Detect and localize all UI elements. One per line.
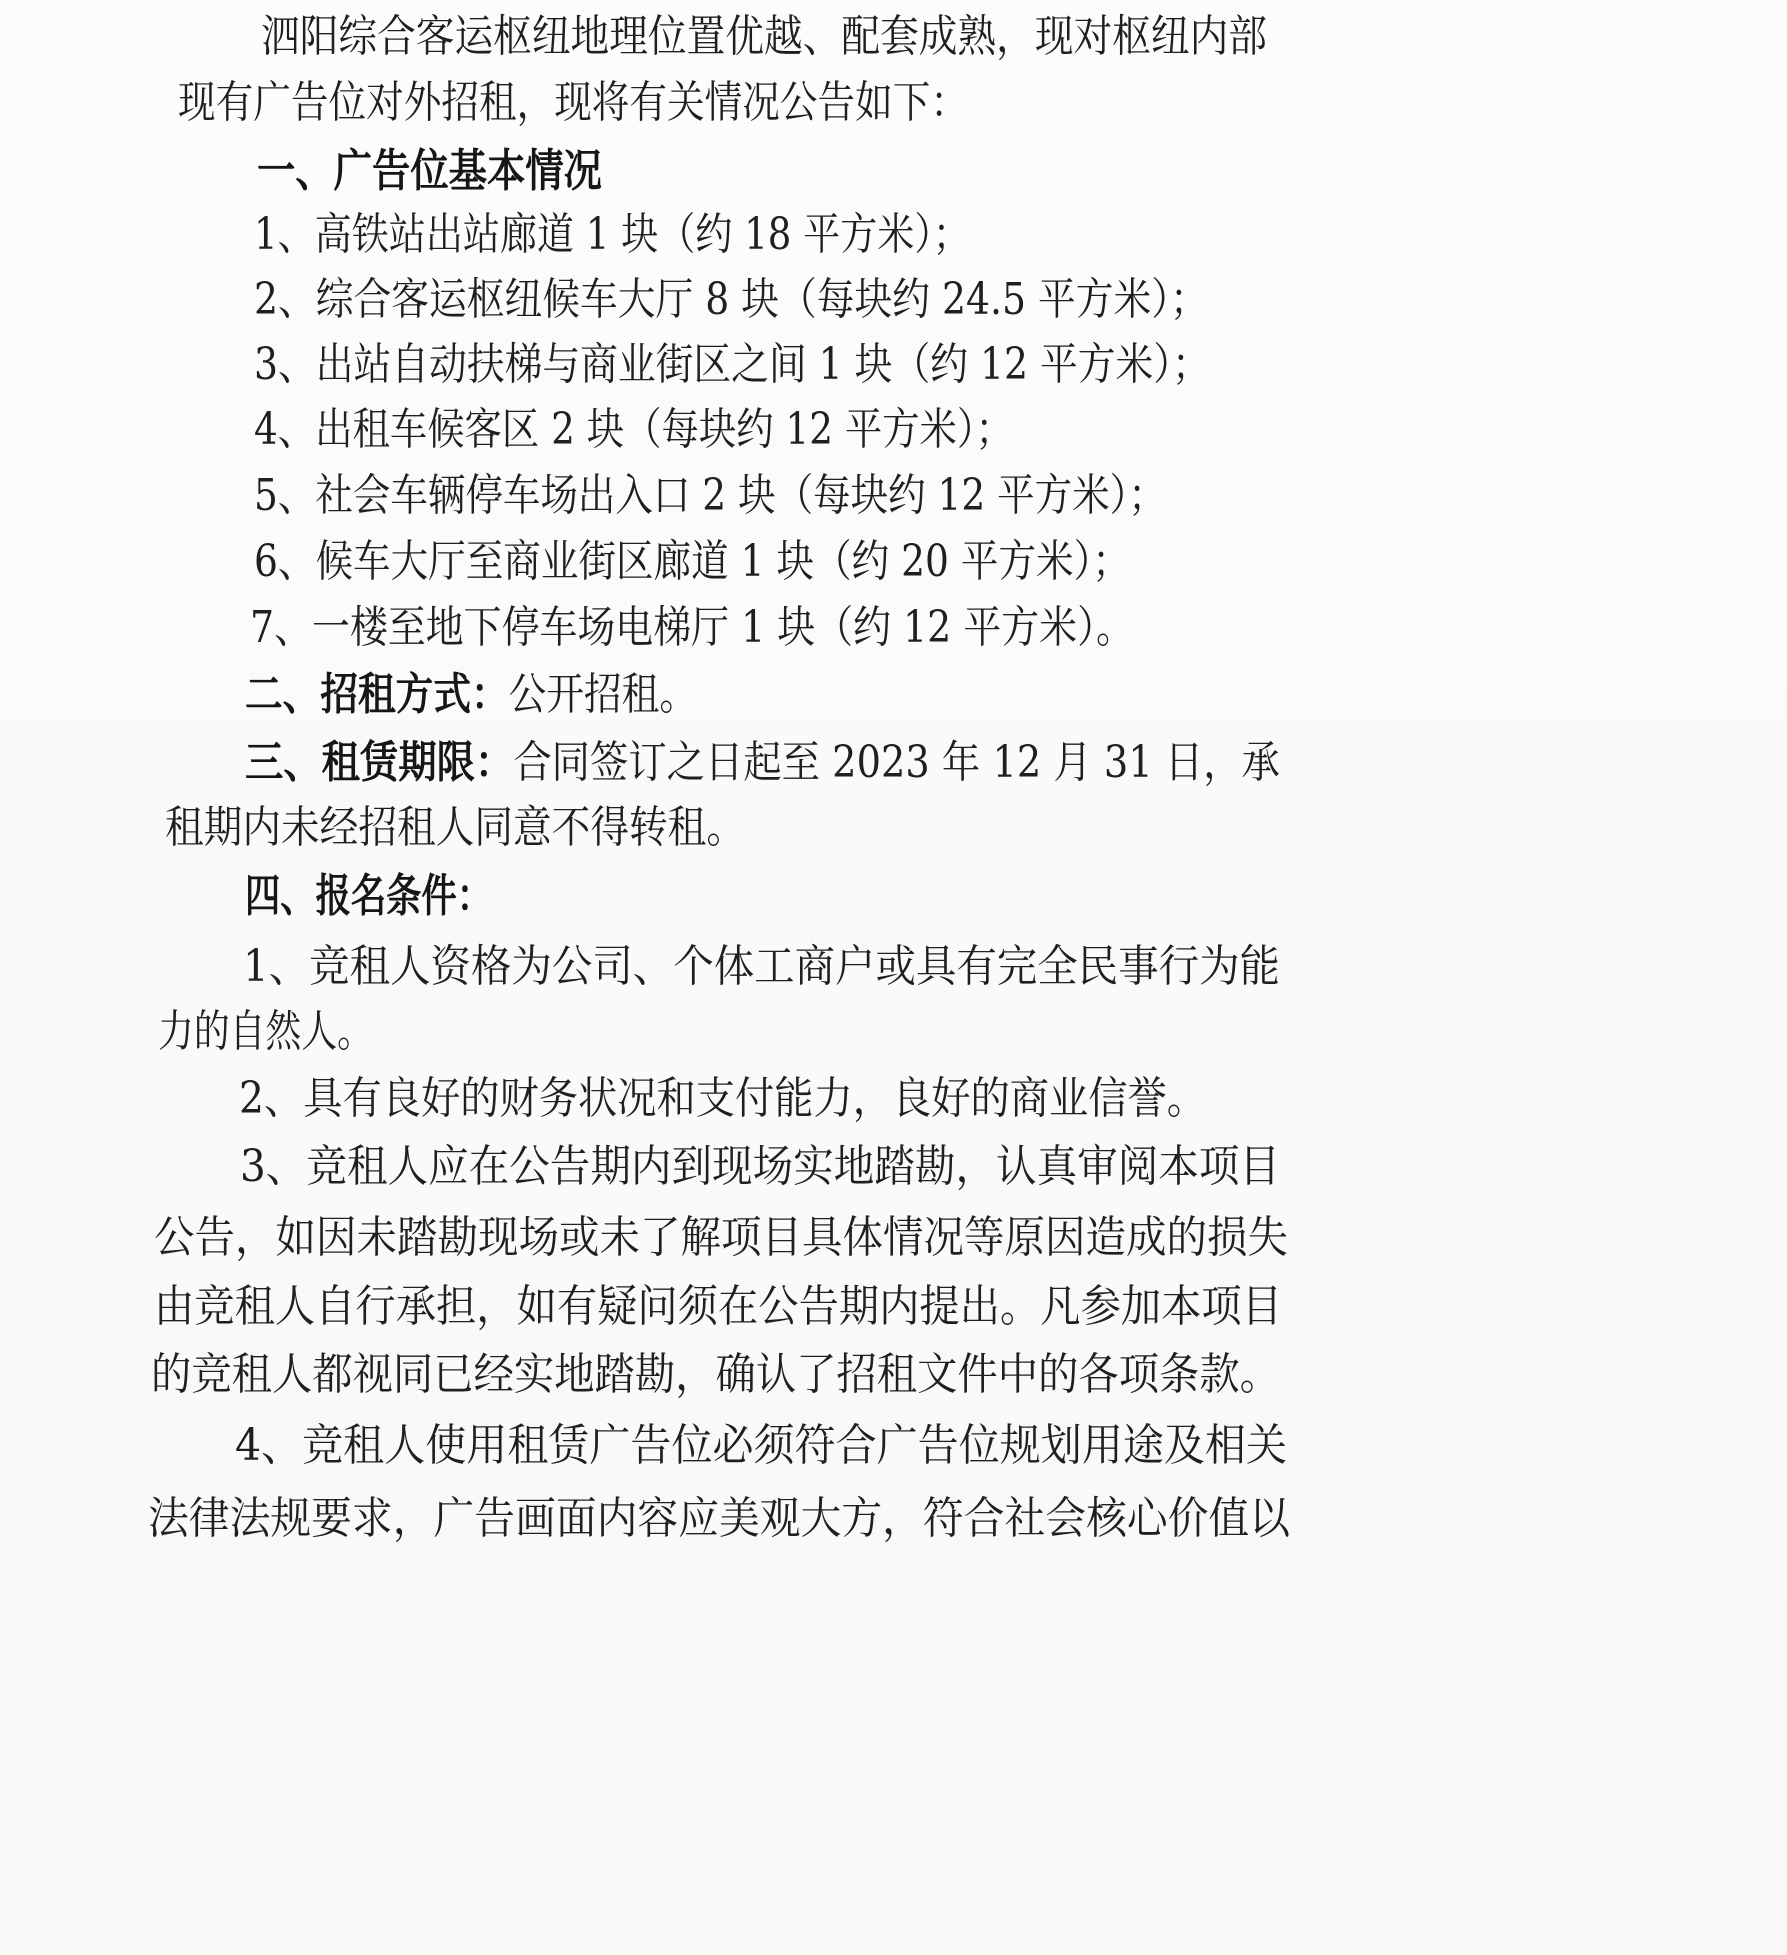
condition-4-line-1: 4、竞租人使用租赁广告位必须符合广告位规划用途及相关 xyxy=(235,1420,1287,1471)
lease-term-line-2: 租期内未经招租人同意不得转租。 xyxy=(165,802,745,853)
ad-item-1: 1、高铁站出站廊道 1 块（约 18 平方米）； xyxy=(254,209,970,260)
lease-term-line-1 xyxy=(245,737,1280,788)
section-heading-1: 一、广告位基本情况 xyxy=(257,144,603,197)
intro-line-2: 现有广告位对外招租，现将有关情况公告如下： xyxy=(178,77,968,128)
rental-method-value: 公开招租。 xyxy=(508,669,697,720)
condition-3-line-1: 3、竞租人应在公告期内到现场实地踏勘，认真审阅本项目 xyxy=(240,1141,1280,1192)
section-heading-2: 二、招租方式： xyxy=(245,669,509,720)
condition-3-line-3: 由竞租人自行承担，如有疑问须在公告期内提出。凡参加本项目 xyxy=(154,1281,1282,1332)
condition-1-line-1: 1、竞租人资格为公司、个体工商户或具有完全民事行为能 xyxy=(243,941,1280,992)
ad-item-7: 7、一楼至地下停车场电梯厅 1 块（约 12 平方米）。 xyxy=(250,602,1134,653)
ad-item-2: 2、综合客运枢纽候车大厅 8 块（每块约 24.5 平方米）； xyxy=(254,274,1208,325)
condition-3-line-2: 公告，如因未踏勘现场或未了解项目具体情况等原因造成的损失 xyxy=(154,1212,1288,1263)
ad-item-4: 4、出租车候客区 2 块（每块约 12 平方米）； xyxy=(254,404,1013,455)
ad-item-5: 5、社会车辆停车场出入口 2 块（每块约 12 平方米）； xyxy=(254,470,1166,521)
section-heading-3: 三、租赁期限： xyxy=(245,737,514,788)
lease-term-text-1: 合同签订之日起至 2023 年 12 月 31 日，承 xyxy=(513,737,1280,788)
rental-method-line xyxy=(245,669,697,720)
section-heading-4: 四、报名条件： xyxy=(245,869,493,922)
ad-item-6: 6、候车大厅至商业街区廊道 1 块（约 20 平方米）； xyxy=(254,536,1130,587)
condition-4-line-2: 法律法规要求，广告画面内容应美观大方，符合社会核心价值以 xyxy=(148,1493,1290,1544)
intro-line-1: 泗阳综合客运枢纽地理位置优越、配套成熟，现对枢纽内部 xyxy=(261,11,1267,62)
condition-2: 2、具有良好的财务状况和支付能力，良好的商业信誉。 xyxy=(239,1073,1206,1124)
condition-3-line-4: 的竞租人都视同已经实地踏勘，确认了招租文件中的各项条款。 xyxy=(151,1349,1280,1400)
condition-1-line-2: 力的自然人。 xyxy=(158,1006,373,1057)
ad-item-3: 3、出站自动扶梯与商业街区之间 1 块（约 12 平方米）； xyxy=(254,339,1210,390)
